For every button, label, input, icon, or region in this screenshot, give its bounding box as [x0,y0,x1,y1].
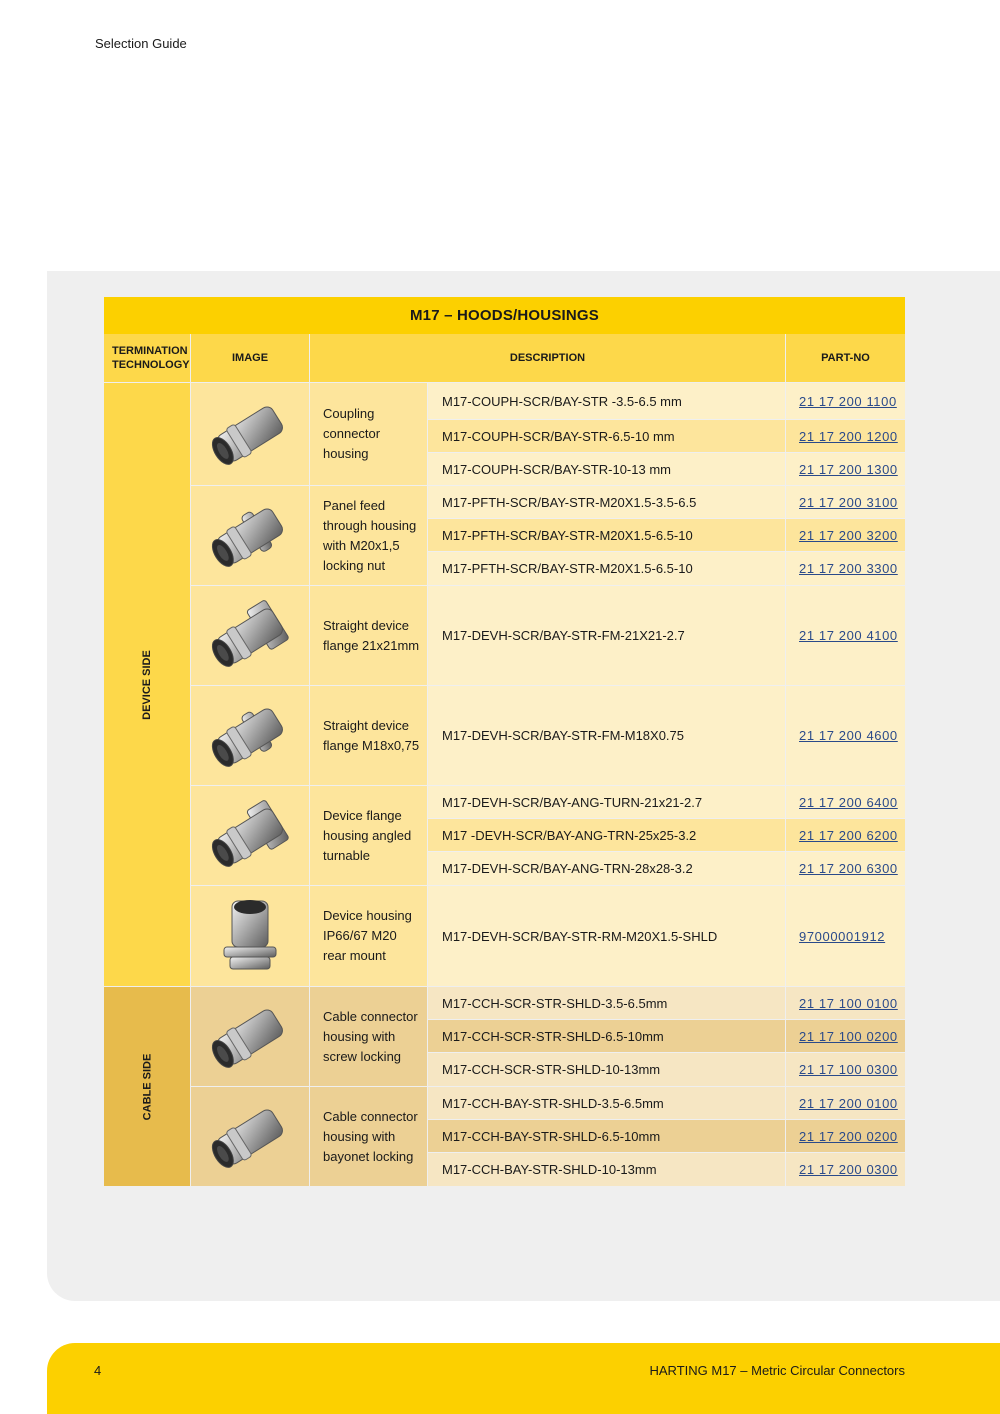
description-cell [310,786,427,885]
part-number-cell [786,486,905,518]
part-number-link[interactable]: 21 17 200 1300 [799,461,898,477]
type-cell [428,786,785,818]
connector-image [202,793,298,879]
part-number-link[interactable]: 97000001912 [799,928,886,944]
table-title: M17 – HOODS/HOUSINGS [104,297,905,334]
column-header-description: DESCRIPTION [310,334,785,382]
description-cell [310,886,427,986]
type-cell [428,519,785,551]
image-cell [191,886,309,986]
group-description: Straight device flange 21x21mm [323,617,420,653]
part-number-cell [786,786,905,818]
type-designation: M17-CCH-BAY-STR-SHLD-3.5-6.5mm [442,1095,664,1111]
connector-image [202,493,298,579]
part-number-cell [786,686,905,785]
description-cell [310,1087,427,1186]
part-number-cell [786,987,905,1019]
type-designation: M17 -DEVH-SCR/BAY-ANG-TRN-25x25-3.2 [442,827,697,843]
type-cell [428,552,785,585]
connector-image [202,1094,298,1180]
hoods-housings-table [104,297,905,1186]
part-number-cell [786,586,905,685]
part-number-cell [786,1120,905,1152]
type-designation: M17-CCH-BAY-STR-SHLD-10-13mm [442,1162,657,1177]
description-cell [310,987,427,1086]
part-number-cell [786,383,905,419]
part-number-link[interactable]: 21 17 200 3200 [799,527,898,543]
image-cell [191,686,309,785]
part-number-link[interactable]: 21 17 200 1200 [799,428,898,444]
type-cell [428,1087,785,1119]
part-number-link[interactable]: 21 17 200 6400 [799,794,898,810]
cable-side-label: CABLE SIDE [141,1053,153,1120]
type-designation: M17-COUPH-SCR/BAY-STR-10-13 mm [442,461,671,477]
type-designation: M17-DEVH-SCR/BAY-STR-FM-21X21-2.7 [442,628,685,643]
part-number-cell [786,852,905,885]
type-cell [428,420,785,452]
description-cell [310,586,427,685]
type-designation: M17-CCH-SCR-STR-SHLD-3.5-6.5mm [442,995,668,1011]
footer-title: HARTING M17 – Metric Circular Connectors [649,1363,905,1378]
cable-side-cell [104,987,190,1186]
type-designation: M17-CCH-SCR-STR-SHLD-10-13mm [442,1062,661,1077]
type-designation: M17-DEVH-SCR/BAY-STR-RM-M20X1.5-SHLD [442,928,718,944]
part-number-cell [786,1087,905,1119]
part-number-link[interactable]: 21 17 100 0200 [799,1028,898,1044]
type-designation: M17-DEVH-SCR/BAY-ANG-TURN-21x21-2.7 [442,794,703,810]
connector-image [202,693,298,779]
part-number-link[interactable]: 21 17 200 0100 [799,1095,898,1111]
part-number-cell [786,420,905,452]
type-cell [428,1053,785,1086]
part-number-link[interactable]: 21 17 200 6300 [799,861,898,876]
type-cell [428,453,785,485]
group-description: Device flange housing angled turnable [323,807,412,863]
part-number-cell [786,1153,905,1186]
description-cell [310,686,427,785]
group-description: Device housing IP66/67 M20 rear mount [323,908,412,963]
type-designation: M17-DEVH-SCR/BAY-ANG-TRN-28x28-3.2 [442,861,693,876]
group-description: Cable connector housing with bayonet locking [323,1108,418,1164]
description-cell [310,383,427,485]
type-cell [428,383,785,419]
connector-image [202,391,298,477]
header-title: Selection Guide [95,36,187,51]
type-designation: M17-PFTH-SCR/BAY-STR-M20X1.5-6.5-10 [442,561,693,576]
description-cell [310,486,427,585]
image-cell [191,486,309,585]
footer-bar [47,1343,1000,1414]
connector-image [202,994,298,1080]
type-designation: M17-DEVH-SCR/BAY-STR-FM-M18X0.75 [442,728,684,743]
type-cell [428,1153,785,1186]
column-header-termination: TERMINATION TECHNOLOGY [104,334,190,382]
part-number-link[interactable]: 21 17 200 6200 [799,827,898,843]
part-number-cell [786,1053,905,1086]
part-number-link[interactable]: 21 17 200 3300 [799,561,898,576]
part-number-cell [786,886,905,986]
part-number-cell [786,519,905,551]
type-cell [428,586,785,685]
image-cell [191,987,309,1086]
part-number-cell [786,552,905,585]
type-cell [428,852,785,885]
part-number-link[interactable]: 21 17 100 0300 [799,1062,898,1077]
column-header-image: IMAGE [191,334,309,382]
type-designation: M17-COUPH-SCR/BAY-STR-6.5-10 mm [442,428,675,444]
part-number-link[interactable]: 21 17 200 0200 [799,1128,898,1144]
connector-image [202,593,298,679]
type-cell [428,819,785,851]
group-description: Panel feed through housing with M20x1,5 locking nut [323,497,417,573]
part-number-cell [786,1020,905,1052]
connector-image [202,893,298,979]
part-number-link[interactable]: 21 17 200 1100 [799,393,897,409]
part-number-link[interactable]: 21 17 200 0300 [799,1162,898,1177]
group-description: Straight device flange M18x0,75 [323,717,420,753]
device-side-label: DEVICE SIDE [141,649,153,720]
column-header-part-no: PART-NO [786,334,905,382]
part-number-link[interactable]: 21 17 200 4600 [799,728,898,743]
group-description: Cable connector housing with screw locking [323,1008,418,1064]
type-cell [428,686,785,785]
part-number-link[interactable]: 21 17 100 0100 [799,995,898,1011]
type-cell [428,1020,785,1052]
device-side-cell [104,383,190,986]
part-number-link[interactable]: 21 17 200 3100 [799,494,898,510]
type-designation: M17-CCH-BAY-STR-SHLD-6.5-10mm [442,1128,661,1144]
image-cell [191,383,309,485]
part-number-cell [786,819,905,851]
type-cell [428,886,785,986]
group-description: Coupling connector housing [323,406,381,461]
type-designation: M17-PFTH-SCR/BAY-STR-M20X1.5-6.5-10 [442,527,693,543]
page-number: 4 [94,1363,102,1378]
type-designation: M17-COUPH-SCR/BAY-STR -3.5-6.5 mm [442,393,682,409]
type-cell [428,486,785,518]
image-cell [191,586,309,685]
type-cell [428,1120,785,1152]
type-cell [428,987,785,1019]
image-cell [191,786,309,885]
part-number-link[interactable]: 21 17 200 4100 [799,628,898,643]
type-designation: M17-CCH-SCR-STR-SHLD-6.5-10mm [442,1028,664,1044]
type-designation: M17-PFTH-SCR/BAY-STR-M20X1.5-3.5-6.5 [442,494,697,510]
image-cell [191,1087,309,1186]
part-number-cell [786,453,905,485]
